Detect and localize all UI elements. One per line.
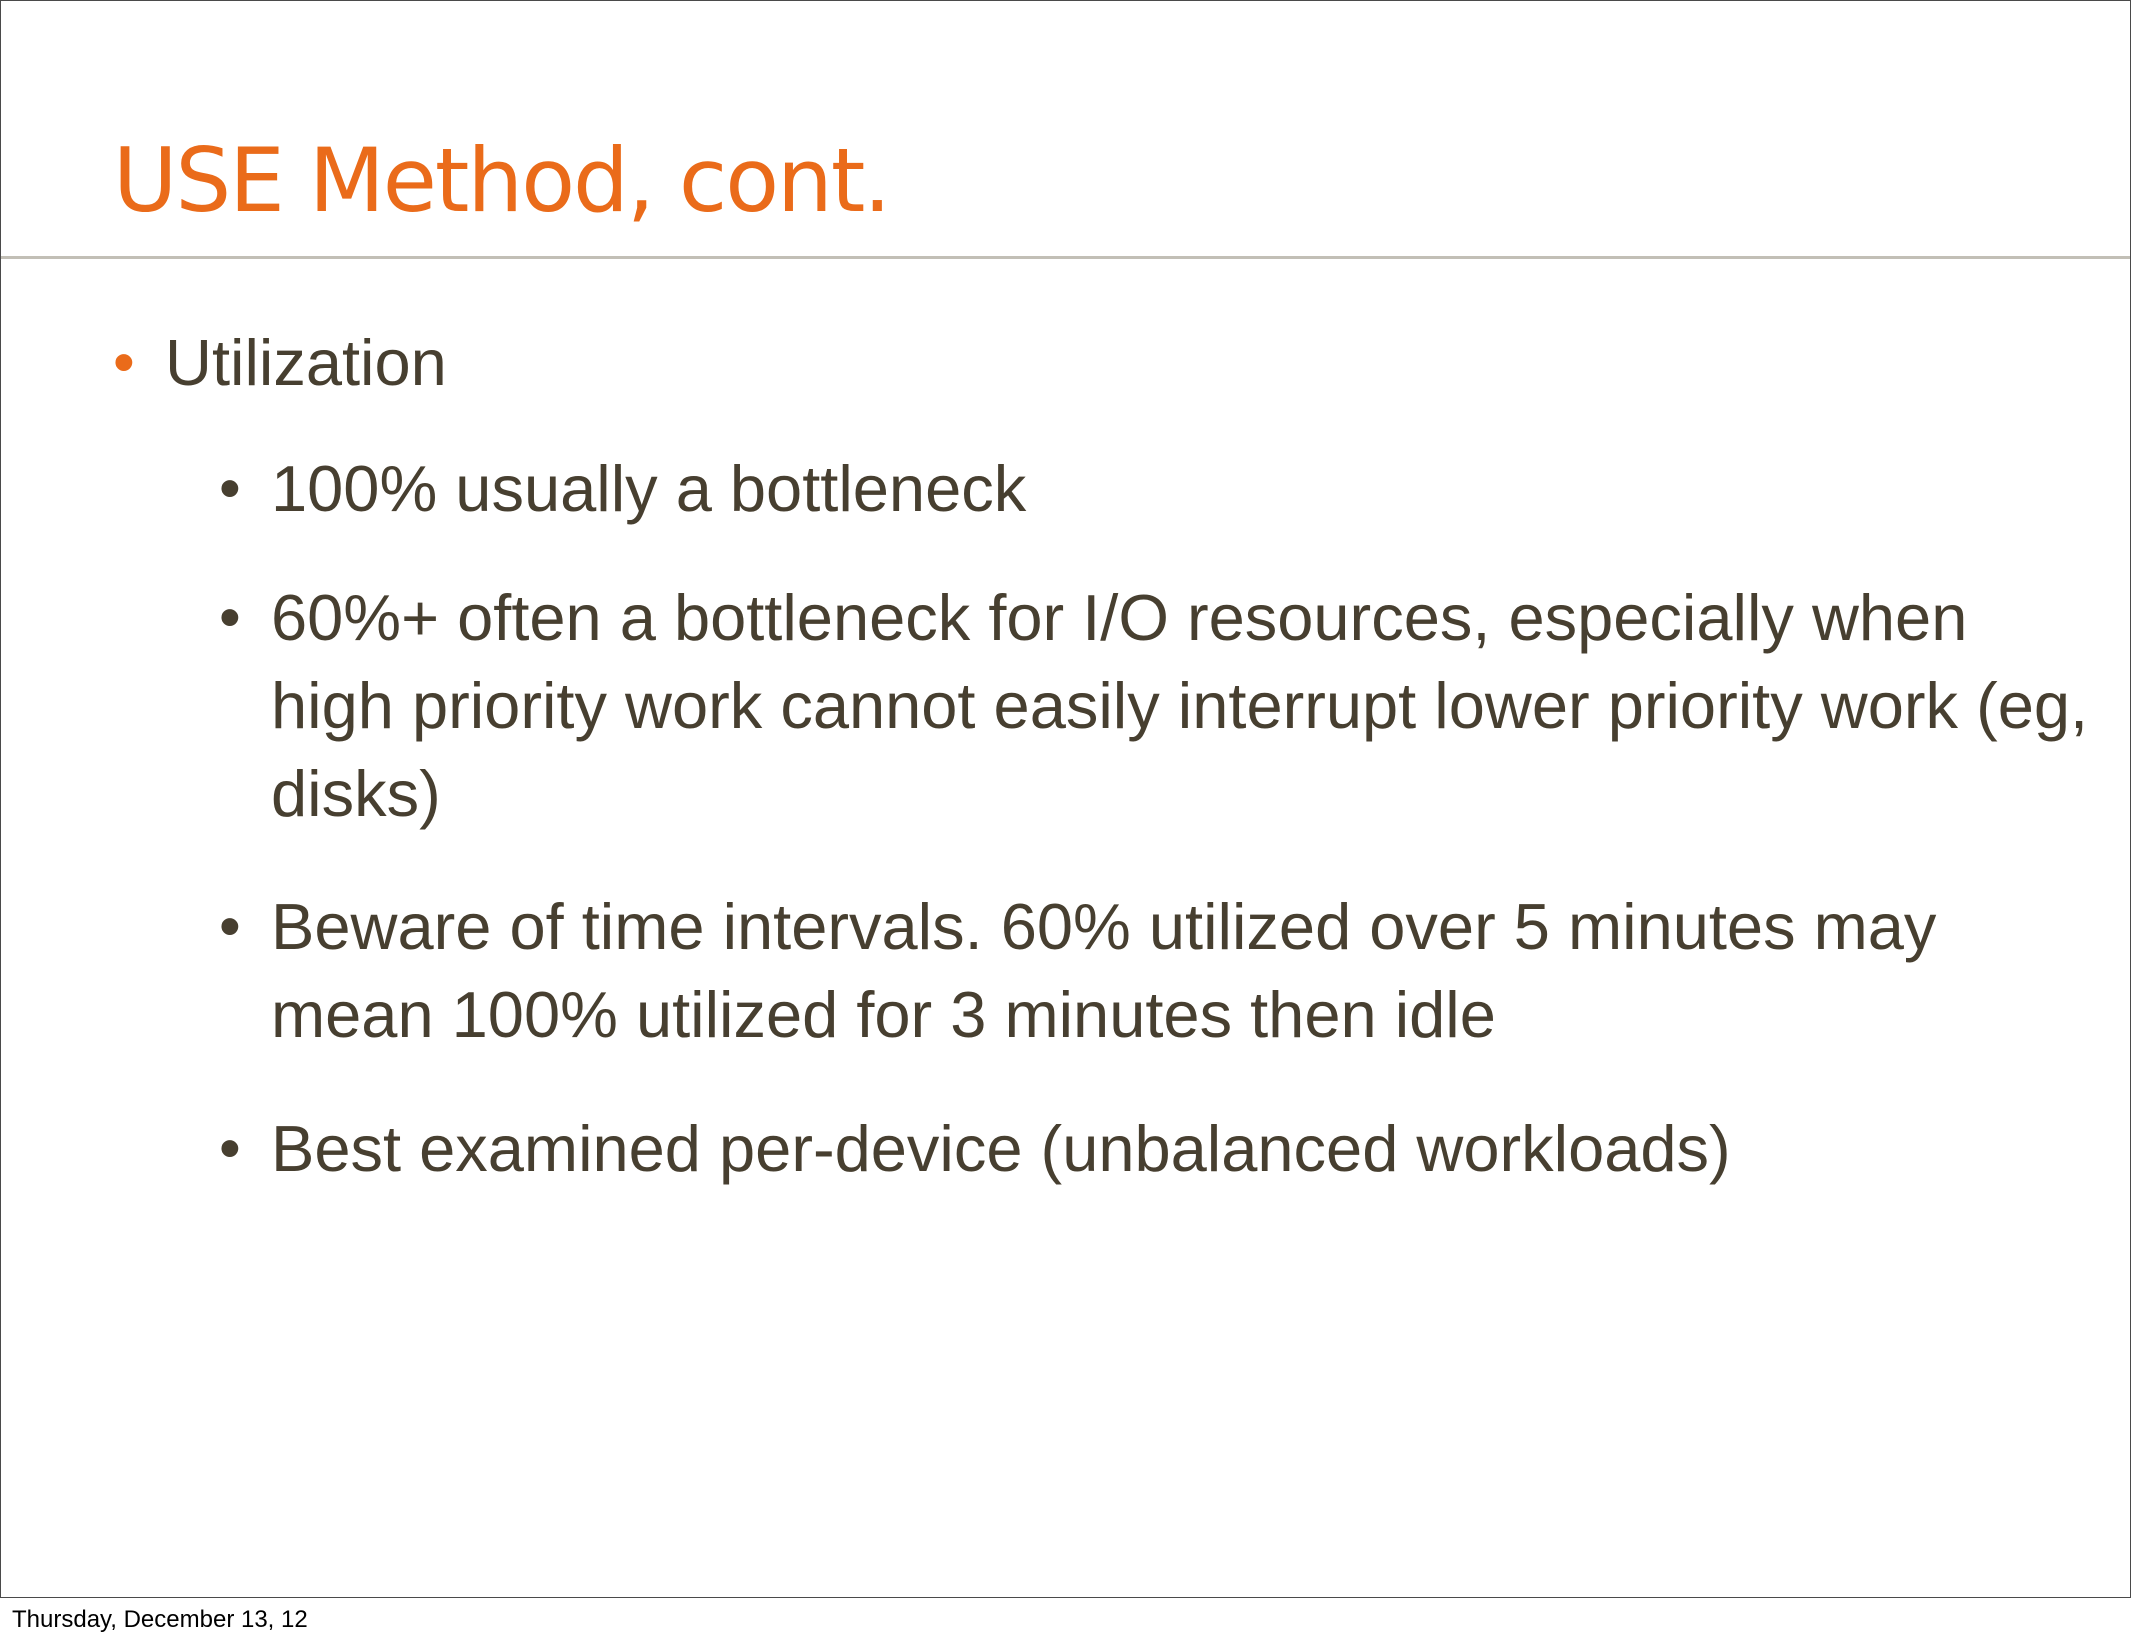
bullet-item-per-device bbox=[219, 1105, 2099, 1193]
bullet-item-60-percent bbox=[219, 574, 2099, 838]
bullet-icon: • bbox=[219, 454, 241, 523]
bullet-text: 60%+ often a bottleneck for I/O resources, especially when high priority work cannot easily interrupt lower priority work (eg, disks) bbox=[271, 581, 2089, 830]
bullet-icon: • bbox=[219, 1114, 241, 1183]
title-divider bbox=[1, 256, 2130, 259]
bullet-text: 100% usually a bottleneck bbox=[271, 452, 1027, 525]
footer-date: Thursday, December 13, 12 bbox=[12, 1606, 308, 1633]
bullet-item-100-percent bbox=[219, 445, 2099, 533]
bullet-text: Best examined per-device (unbalanced workloads) bbox=[271, 1112, 1731, 1185]
bullet-icon: • bbox=[219, 892, 241, 961]
bullet-icon: • bbox=[219, 583, 241, 652]
bullet-item-time-intervals bbox=[219, 883, 2099, 1059]
bullet-text: Utilization bbox=[165, 326, 447, 399]
bullet-item-utilization bbox=[113, 319, 2073, 407]
slide-title: USE Method, cont. bbox=[113, 129, 890, 232]
bullet-text: Beware of time intervals. 60% utilized over 5 minutes may mean 100% utilized for 3 minutes then idle bbox=[271, 890, 1937, 1051]
bullet-icon: • bbox=[113, 328, 135, 397]
